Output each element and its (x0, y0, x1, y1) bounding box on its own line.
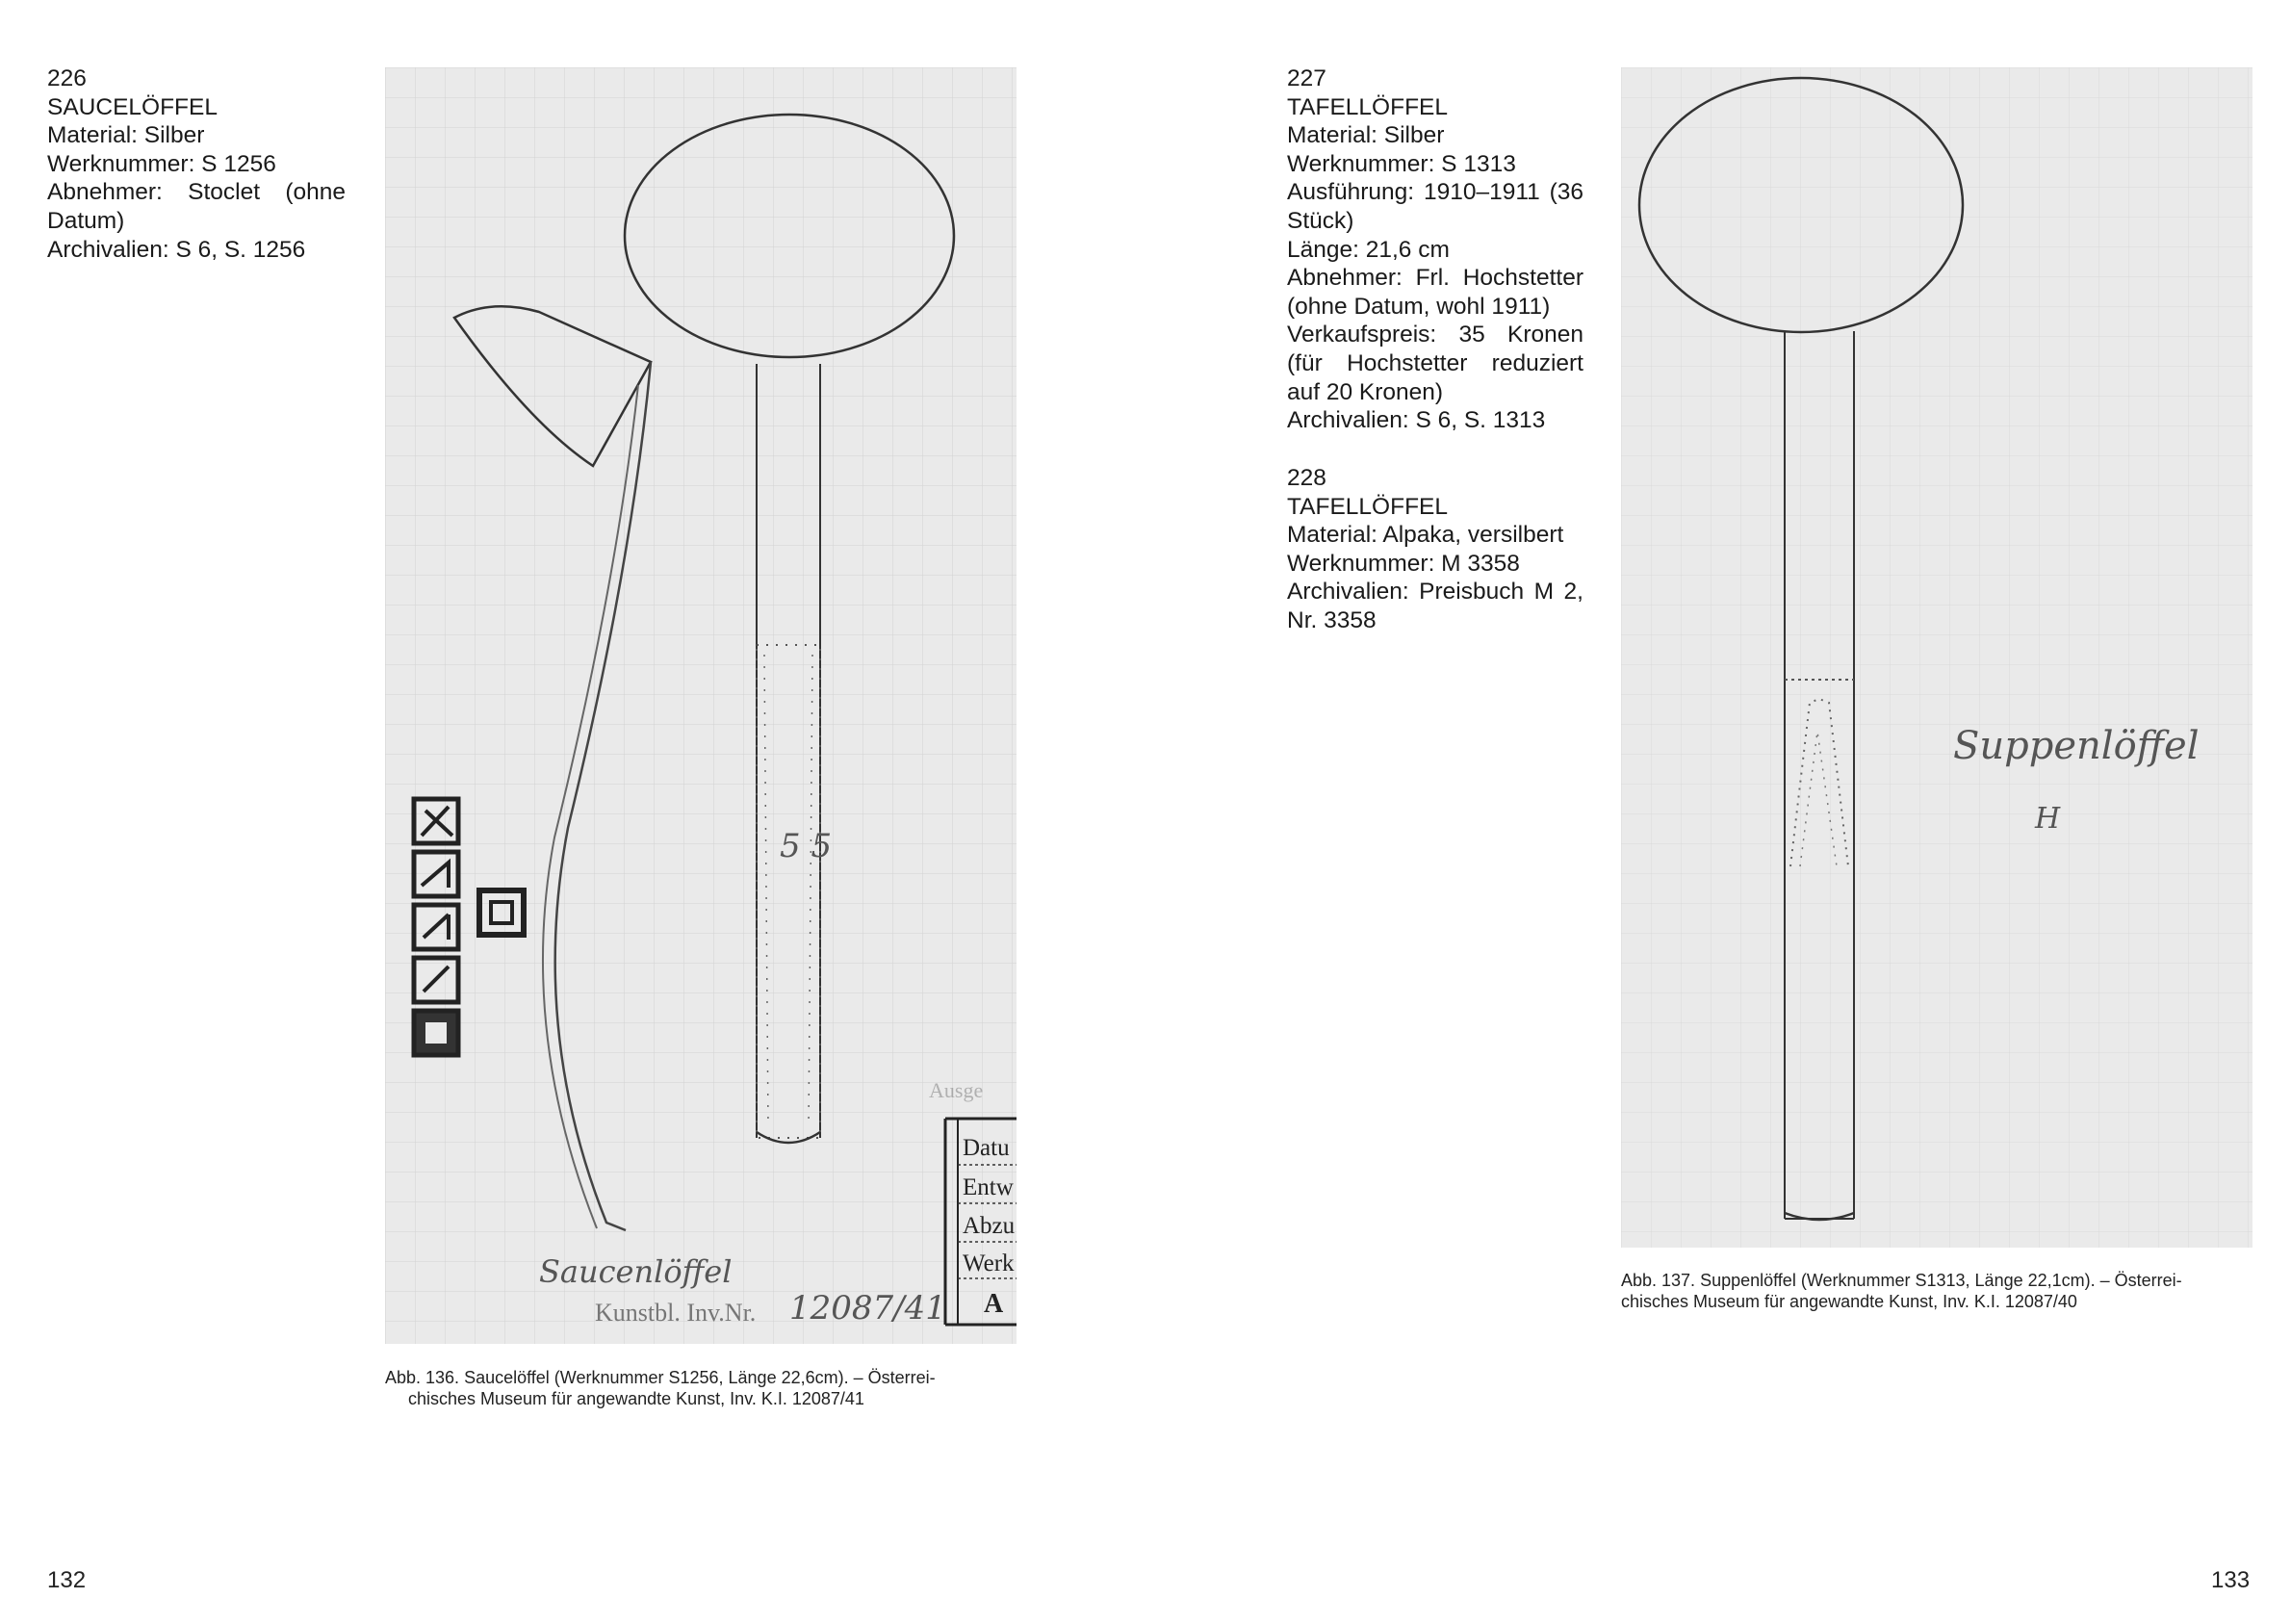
entry-archivalien: Archivalien: S 6, S. 1313 (1287, 407, 1546, 434)
entry-archivalien: Archivalien: Preisbuch M 2, (1287, 579, 1583, 606)
graph-paper-grid (385, 67, 1017, 1344)
form-label-a: A (984, 1289, 1004, 1319)
form-label-datum: Datu (963, 1135, 1010, 1161)
entry-226 (47, 64, 346, 264)
inventory-number-handwritten: 12087/41 (789, 1289, 946, 1328)
entry-title: SAUCELÖFFEL (47, 93, 218, 120)
caption-line-1: Abb. 137. Suppenlöffel (Werknummer S1313, Länge 22,1cm). – Österrei- (1621, 1271, 2182, 1290)
handwritten-suppenloeffel: Suppenlöffel (1953, 724, 2200, 768)
caption-line-2: chisches Museum für angewandte Kunst, Inv. K.I. 12087/40 (1621, 1292, 2077, 1311)
figure-136-plate (385, 67, 1017, 1344)
page-number-right: 133 (2211, 1567, 2251, 1593)
entry-227 (1287, 64, 1583, 435)
entry-title: TAFELLÖFFEL (1287, 493, 1449, 520)
entry-archivalien-cont: Nr. 3358 (1287, 606, 1377, 633)
entry-laenge: Länge: 21,6 cm (1287, 236, 1450, 263)
entry-verkaufspreis-end: auf 20 Kronen) (1287, 378, 1444, 405)
faint-stamp-label: Ausge (929, 1078, 984, 1102)
handwritten-saucenloeffel: Saucenlöffel (539, 1253, 733, 1290)
entry-archivalien: Archivalien: S 6, S. 1256 (47, 236, 306, 263)
entry-abnehmer: Abnehmer: Frl. Hochstetter (1287, 265, 1583, 292)
entry-verkaufspreis-cont: (für Hochstetter reduziert (1287, 349, 1583, 376)
handle-number-marks: 5 5 (780, 827, 833, 865)
figure-137-caption (1621, 1270, 2256, 1312)
entry-material: Material: Silber (47, 122, 205, 149)
figure-136-caption (385, 1367, 1020, 1409)
entry-number: 227 (1287, 65, 1326, 91)
entry-number: 228 (1287, 465, 1326, 491)
entry-abnehmer-cont: (ohne Datum, wohl 1911) (1287, 293, 1551, 320)
soup-spoon-drawing (1621, 67, 2252, 1248)
inventory-stamp-label: Kunstbl. Inv.Nr. (595, 1299, 757, 1327)
caption-line-2: chisches Museum für angewandte Kunst, Inv. K.I. 12087/41 (408, 1389, 864, 1408)
caption-line-1: Abb. 136. Saucelöffel (Werknummer S1256, Länge 22,6cm). – Österrei- (385, 1368, 936, 1387)
entry-abnehmer: Abnehmer: Stoclet (ohne (47, 179, 346, 206)
figure-137-plate (1621, 67, 2252, 1248)
handwritten-mark: H (2035, 802, 2061, 836)
entry-material: Material: Alpaka, versilbert (1287, 522, 1564, 549)
entry-ausfuehrung: Ausführung: 1910–1911 (36 (1287, 179, 1583, 206)
entry-werknummer: Werknummer: S 1256 (47, 150, 276, 177)
entry-title: TAFELLÖFFEL (1287, 93, 1449, 120)
sauce-ladle-drawing (385, 67, 1017, 1344)
form-label-entwurf: Entw (963, 1174, 1014, 1200)
form-label-werk: Werk (963, 1250, 1015, 1276)
entry-ausfuehrung-cont: Stück) (1287, 207, 1354, 234)
entry-werknummer: Werknummer: M 3358 (1287, 550, 1520, 577)
entry-228 (1287, 464, 1583, 635)
graph-paper-grid (1621, 67, 2252, 1248)
entry-abnehmer-cont: Datum) (47, 207, 125, 234)
entry-number: 226 (47, 65, 87, 91)
page-number-left: 132 (47, 1567, 87, 1593)
entry-verkaufspreis: Verkaufspreis: 35 Kronen (1287, 322, 1583, 348)
form-label-abzug: Abzu (963, 1213, 1016, 1239)
entry-material: Material: Silber (1287, 122, 1445, 149)
entry-werknummer: Werknummer: S 1313 (1287, 150, 1516, 177)
